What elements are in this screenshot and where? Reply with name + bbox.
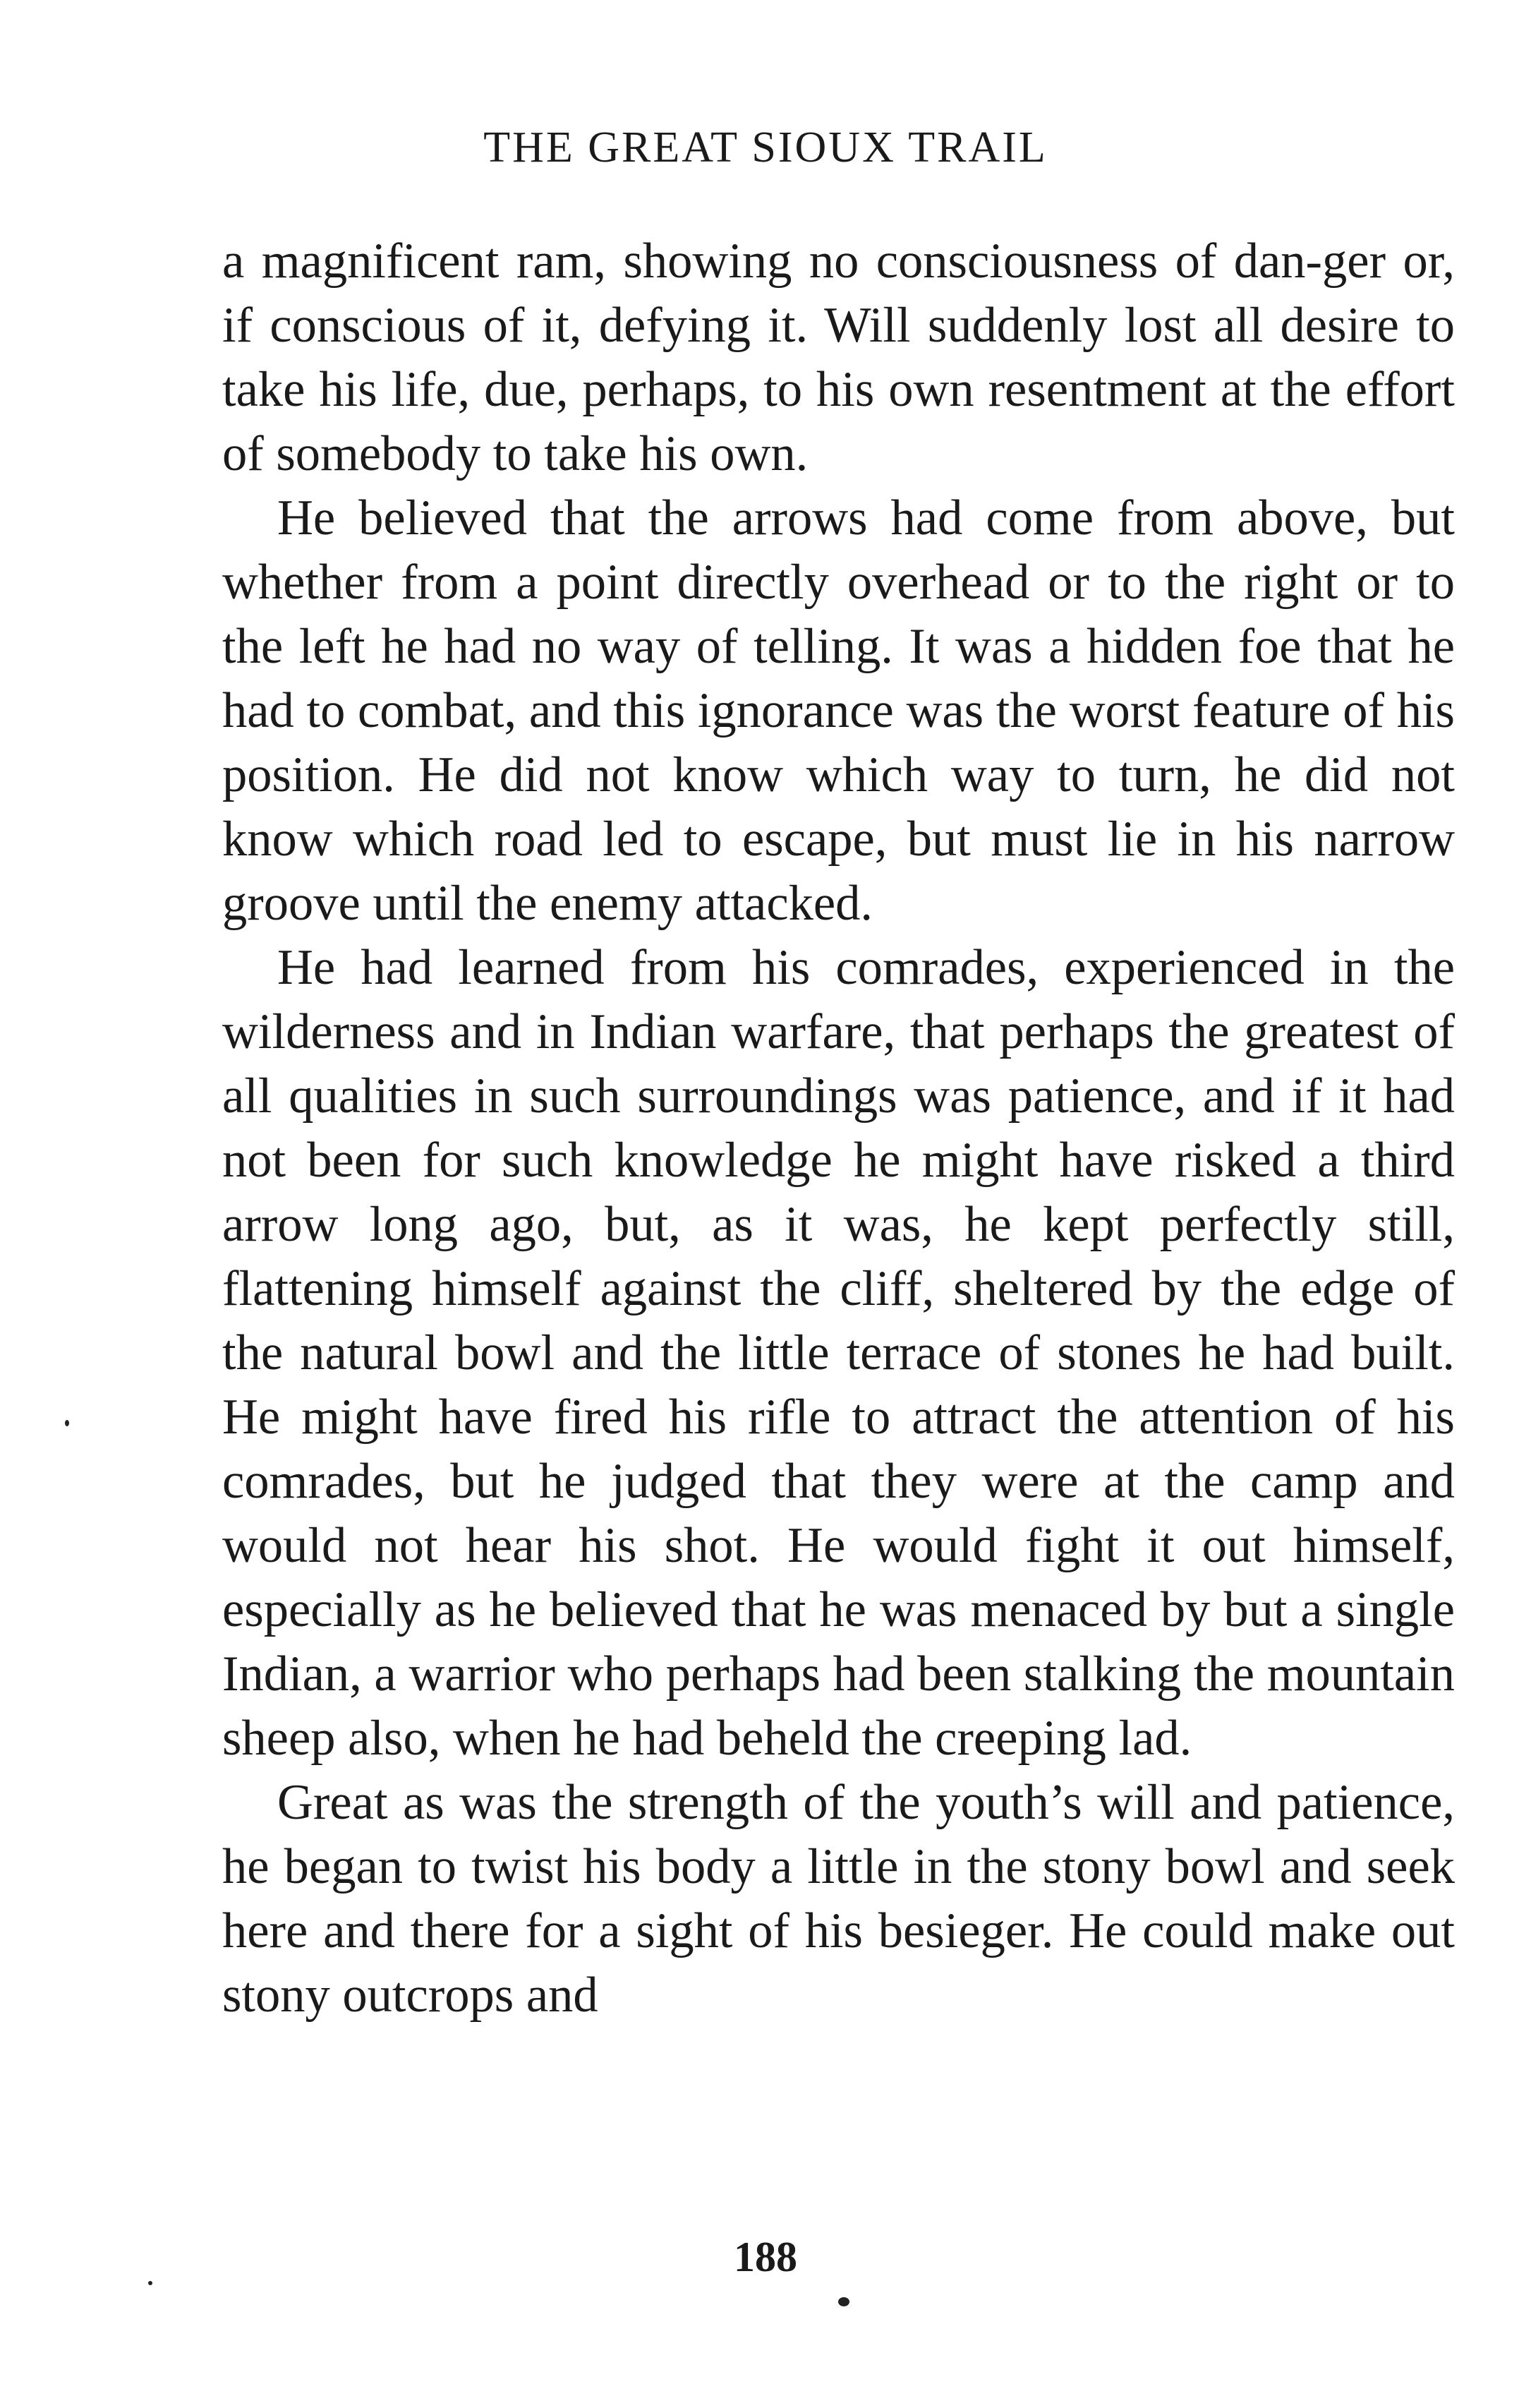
paragraph: He believed that the arrows had come from above, but whether from a point directly overhead or to the right or to the left he had no way of telling. It was a hidden foe that he had to combat, and this ignorance was the worst feature of his position. He did not know which way to turn, he did not know which road led to escape, but must lie in his narrow groove until the enemy attacked. <box>222 490 1455 931</box>
paragraph: Great as was the strength of the youth’s will and patience, he began to twist his body a little in the stony bowl and seek here and there for a sight of his besieger. He could make out stony outcrops and <box>222 1775 1455 2023</box>
paragraph: He had learned from his comrades, experienced in the wilderness and in Indian warfare, that perhaps the greatest of all qualities in such surroundings was patience, and if it had not been for such knowledge he might have risked a third arrow long ago, but, as it was, he kept perfectly still, flattening himself against the cliff, sheltered by the edge of the natural bowl and the little terrace of stones he had built. He might have fired his rifle to attract the attention of his comrades, but he judged that they were at the camp and would not hear his shot. He would fight it out himself, especially as he believed that he was menaced by but a single Indian, a warrior who perhaps had been stalking the mountain sheep also, when he had beheld the creeping lad. <box>222 940 1455 1766</box>
page-body <box>222 229 1455 2028</box>
page-number: 188 <box>734 2234 797 2280</box>
running-title: THE GREAT SIOUX TRAIL <box>483 124 1048 171</box>
paragraph: a magnificent ram, showing no consciousness of dan-ger or, if conscious of it, defying it. Will suddenly lost all desire to take his life, due, perhaps, to his own resentment at the effort of somebody to take his own. <box>222 234 1455 481</box>
scan-speck <box>65 1420 69 1426</box>
scan-speck <box>838 2297 849 2306</box>
scan-speck <box>148 2281 152 2285</box>
